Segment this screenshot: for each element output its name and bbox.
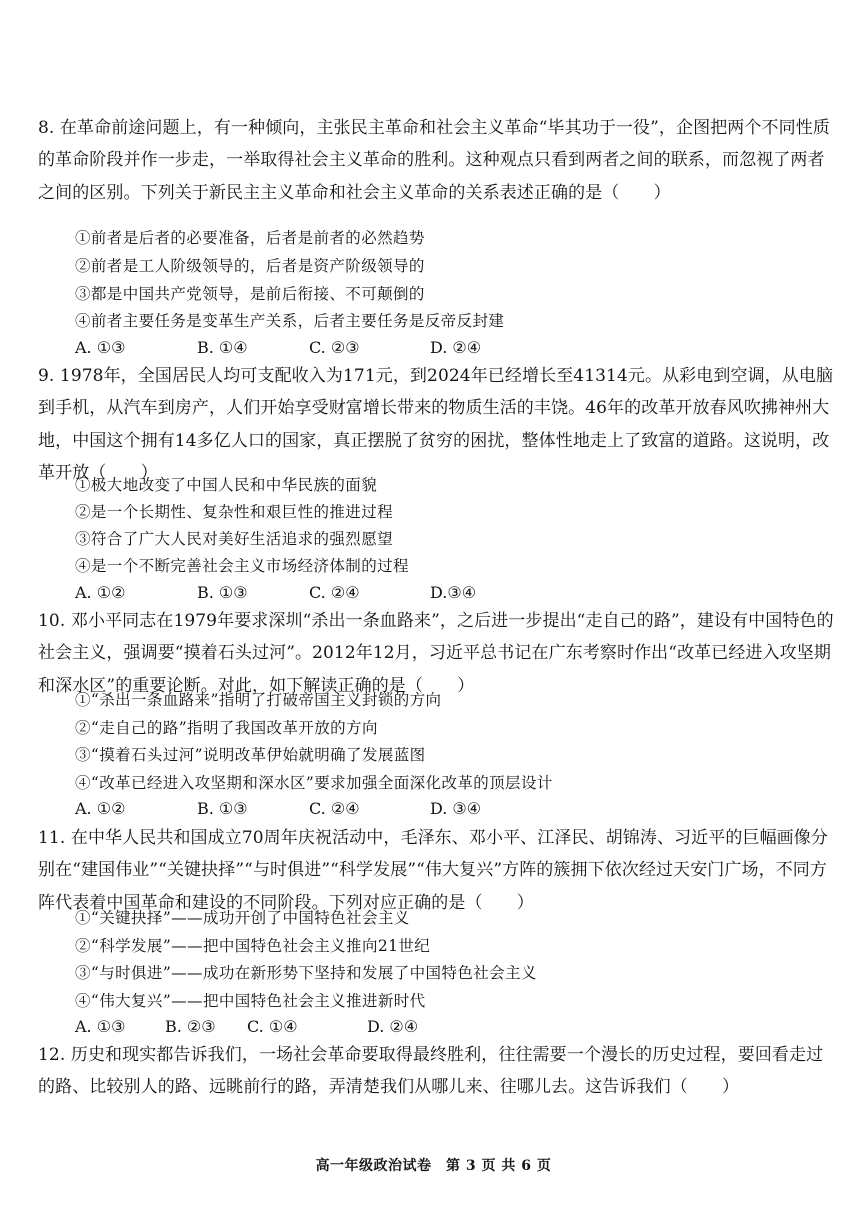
- option-1: ①极大地改变了中国人民和中华民族的面貌: [75, 476, 378, 494]
- choice-b[interactable]: B. ①③: [197, 583, 248, 602]
- option-2: ②前者是工人阶级领导的，后者是资产阶级领导的: [75, 257, 425, 275]
- option-4: ④“改革已经进入攻坚期和深水区”要求加强全面深化改革的顶层设计: [75, 774, 553, 792]
- choice-d[interactable]: D. ②④: [367, 1017, 419, 1036]
- choice-a[interactable]: A. ①③: [75, 1017, 126, 1036]
- choice-c[interactable]: C. ②③: [309, 338, 360, 357]
- option-1: ①前者是后者的必要准备，后者是前者的必然趋势: [75, 229, 425, 247]
- choice-b[interactable]: B. ①③: [197, 799, 248, 818]
- question-stem: 8. 在革命前途问题上，有一种倾向，主张民主革命和社会主义革命“毕其功于一役”，企图把两个不同性质的革命阶段并作一步走，一举取得社会主义革命的胜利。这种观点只看到两者之间的联系，而忽视了两者之间的区别。下列关于新民主主义革命和社会主义革命的关系表述正确的是（ ）: [38, 118, 830, 203]
- choice-a[interactable]: A. ①②: [75, 583, 126, 602]
- choice-d[interactable]: D. ②④: [430, 338, 482, 357]
- option-3: ③“与时俱进”——成功在新形势下坚持和发展了中国特色社会主义: [75, 964, 537, 982]
- question-11: [38, 822, 838, 919]
- choice-c[interactable]: C. ①④: [247, 1017, 298, 1036]
- option-1: ①“杀出一条血路来”指明了打破帝国主义封锁的方向: [75, 691, 442, 709]
- choice-d[interactable]: D. ③④: [430, 799, 482, 818]
- option-4: ④是一个不断完善社会主义市场经济体制的过程: [75, 557, 409, 575]
- option-3: ③“摸着石头过河”说明改革伊始就明确了发展蓝图: [75, 746, 426, 764]
- question-9: [38, 360, 838, 490]
- question-8: [38, 112, 838, 209]
- option-3: ③符合了广大人民对美好生活追求的强烈愿望: [75, 530, 394, 548]
- choice-b[interactable]: B. ①④: [197, 338, 248, 357]
- choice-d[interactable]: D.③④: [430, 583, 477, 602]
- choice-a[interactable]: A. ①②: [75, 799, 126, 818]
- option-1: ①“关键抉择”——成功开创了中国特色社会主义: [75, 909, 410, 927]
- choice-c[interactable]: C. ②④: [309, 583, 360, 602]
- page-footer: 高一年级政治试卷 第 3 页 共 6 页: [315, 1158, 552, 1174]
- choice-a[interactable]: A. ①③: [75, 338, 126, 357]
- option-4: ④前者主要任务是变革生产关系，后者主要任务是反帝反封建: [75, 312, 505, 330]
- question-12: [38, 1039, 838, 1104]
- question-stem: 9. 1978年，全国居民人均可支配收入为171元，到2024年已经增长至41314元。从彩电到空调，从电脑到手机，从汽车到房产，人们开始享受财富增长带来的物质生活的丰饶。46年的改革开放春风吹拂神州大地，中国这个拥有14多亿人口的国家，真正摆脱了贫穷的困扰，整体性地走上了致富的道路。这说明，改革开放（ ）: [38, 366, 834, 484]
- option-2: ②“走自己的路”指明了我国改革开放的方向: [75, 719, 378, 737]
- option-2: ②“科学发展”——把中国特色社会主义推向21世纪: [75, 937, 431, 955]
- option-4: ④“伟大复兴”——把中国特色社会主义推进新时代: [75, 992, 426, 1010]
- question-stem: 11. 在中华人民共和国成立70周年庆祝活动中，毛泽东、邓小平、江泽民、胡锦涛、习近平的巨幅画像分别在“建国伟业”“关键抉择”“与时俱进”“科学发展”“伟大复兴”方阵的簇拥下依次经过天安门广场，不同方阵代表着中国革命和建设的不同阶段。下列对应正确的是（ ）: [38, 828, 828, 913]
- choice-c[interactable]: C. ②④: [309, 799, 360, 818]
- option-2: ②是一个长期性、复杂性和艰巨性的推进过程: [75, 503, 394, 521]
- question-stem: 10. 邓小平同志在1979年要求深圳“杀出一条血路来”，之后进一步提出“走自己的路”，建设有中国特色的社会主义，强调要“摸着石头过河”。2012年12月，习近平总书记在广东考察时作出“改革已经进入攻坚期和深水区”的重要论断。对此，如下解读正确的是（ ）: [38, 611, 834, 696]
- option-3: ③都是中国共产党领导，是前后衔接、不可颠倒的: [75, 285, 425, 303]
- question-stem: 12. 历史和现实都告诉我们，一场社会革命要取得最终胜利，往往需要一个漫长的历史过程，要回看走过的路、比较别人的路、远眺前行的路，弄清楚我们从哪儿来、往哪儿去。这告诉我们（ ）: [38, 1045, 824, 1098]
- choice-b[interactable]: B. ②③: [165, 1017, 216, 1036]
